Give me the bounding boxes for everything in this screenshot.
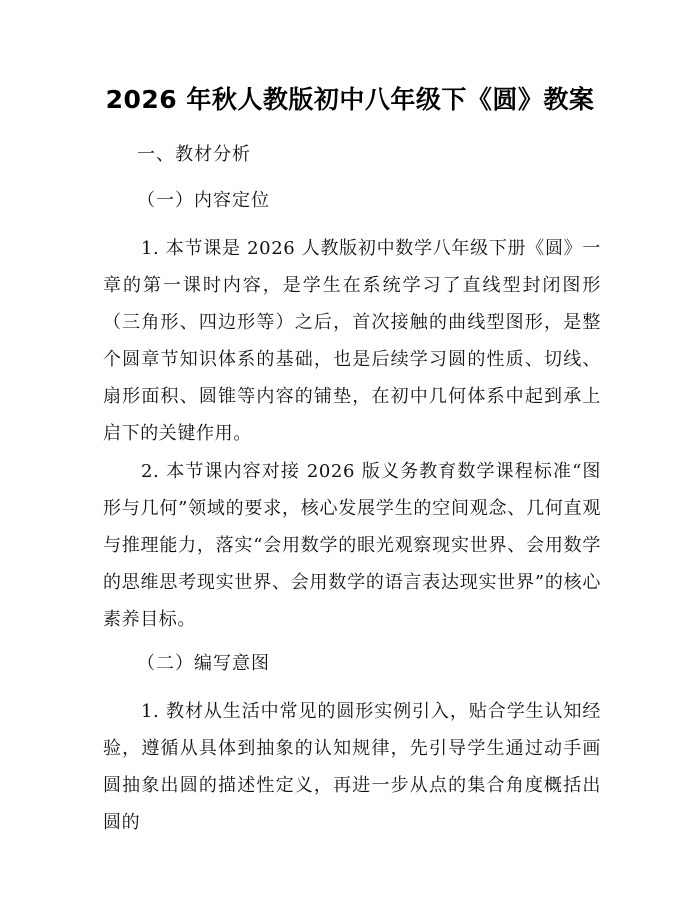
subsection-heading-content-positioning: （一）内容定位 [137, 190, 270, 211]
paragraph-content-positioning-2: 2. 本节课内容对接 2026 版义务教育数学课程标准“图形与几何”领域的要求，核心发展学生的空间观念、几何直观与推理能力，落实“会用数学的眼光观察现实世界、会用数学的思维思考现实世界、会用数学的语言表达现实世界”的核心素养目标。 [103, 461, 601, 630]
paragraph-content-positioning-1: 1. 本节课是 2026 人教版初中数学八年级下册《圆》一章的第一课时内容，是学生在系统学习了直线型封闭图形（三角形、四边形等）之后，首次接触的曲线型图形，是整个圆章节知识体系的基础，也是后续学习圆的性质、切线、扇形面积、圆锥等内容的铺垫，在初中几何体系中起到承上启下的关键作用。 [103, 238, 601, 444]
subsection-heading-writing-intent: （二）编写意图 [137, 653, 270, 674]
paragraph-writing-intent-1: 1. 教材从生活中常见的圆形实例引入，贴合学生认知经验，遵循从具体到抽象的认知规律，先引导学生通过动手画圆抽象出圆的描述性定义，再进一步从点的集合角度概括出圆的 [103, 701, 601, 833]
document-title: 2026 年秋人教版初中八年级下《圆》教案 [105, 85, 595, 114]
section-heading-textbook-analysis: 一、教材分析 [137, 144, 251, 165]
